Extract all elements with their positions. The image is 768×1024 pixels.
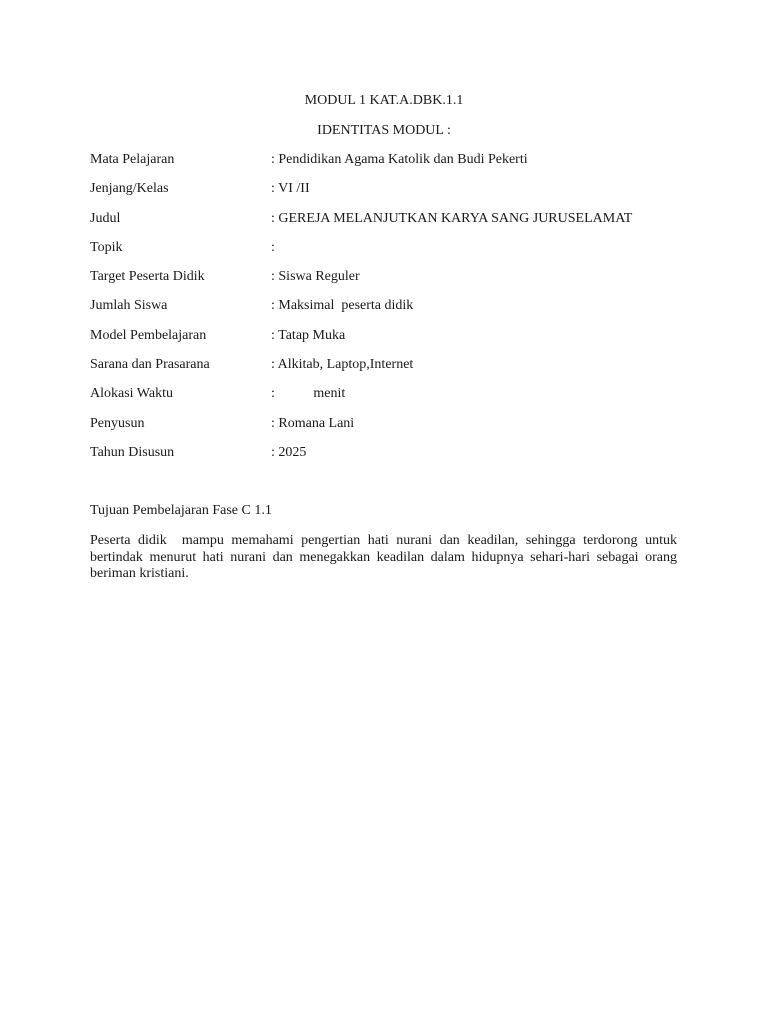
identity-value: : Romana Lani (271, 415, 355, 431)
identity-row-time-allocation (90, 386, 690, 415)
identity-value: : menit (271, 386, 346, 402)
identity-row-student-count (90, 298, 690, 327)
identity-label: Alokasi Waktu (90, 386, 173, 402)
identity-value: : Alkitab, Laptop,Internet (271, 357, 414, 373)
learning-objective-text: Peserta didik mampu memahami pengertian hati nurani dan keadilan, sehingga terdorong untuk bertindak menurut hati nurani dan menegakkan keadilan dalam hidupnya sehari-hari sebagai orang beriman kristiani. (90, 533, 681, 581)
identity-label: Topik (90, 239, 123, 255)
identity-label: Jumlah Siswa (90, 298, 168, 314)
identity-value: : Maksimal peserta didik (271, 298, 414, 314)
identity-label: Target Peserta Didik (90, 269, 205, 285)
identity-row-topic (90, 240, 690, 269)
identity-value: : Tatap Muka (271, 327, 346, 343)
identity-value: : Siswa Reguler (271, 269, 360, 285)
identity-row-learning-model (90, 328, 690, 357)
identity-label: Mata Pelajaran (90, 152, 175, 167)
identity-value: : (271, 239, 275, 255)
learning-objective-heading: Tujuan Pembelajaran Fase C 1.1 (90, 503, 272, 518)
identity-row-level (90, 181, 690, 210)
identity-row-subject (90, 152, 690, 181)
identity-row-target-students (90, 269, 690, 298)
identity-value: : 2025 (271, 444, 307, 460)
identity-value: : GEREJA MELANJUTKAN KARYA SANG JURUSELAMAT (271, 210, 633, 226)
identity-value: : Pendidikan Agama Katolik dan Budi Pekerti (271, 152, 528, 167)
identity-row-facilities (90, 357, 690, 386)
identity-label: Penyusun (90, 415, 145, 431)
identity-label: Tahun Disusun (90, 444, 175, 460)
identity-row-author (90, 416, 690, 445)
identity-label: Model Pembelajaran (90, 327, 207, 343)
identity-label: Jenjang/Kelas (90, 181, 169, 197)
module-code-title: MODUL 1 KAT.A.DBK.1.1 (304, 93, 464, 108)
identity-heading: IDENTITAS MODUL : (317, 123, 451, 138)
identity-row-title (90, 211, 690, 240)
identity-row-year (90, 445, 690, 474)
identity-label: Judul (90, 210, 121, 226)
identity-value: : VI /II (271, 181, 310, 197)
module-identity-table (90, 152, 690, 474)
identity-label: Sarana dan Prasarana (90, 357, 210, 373)
